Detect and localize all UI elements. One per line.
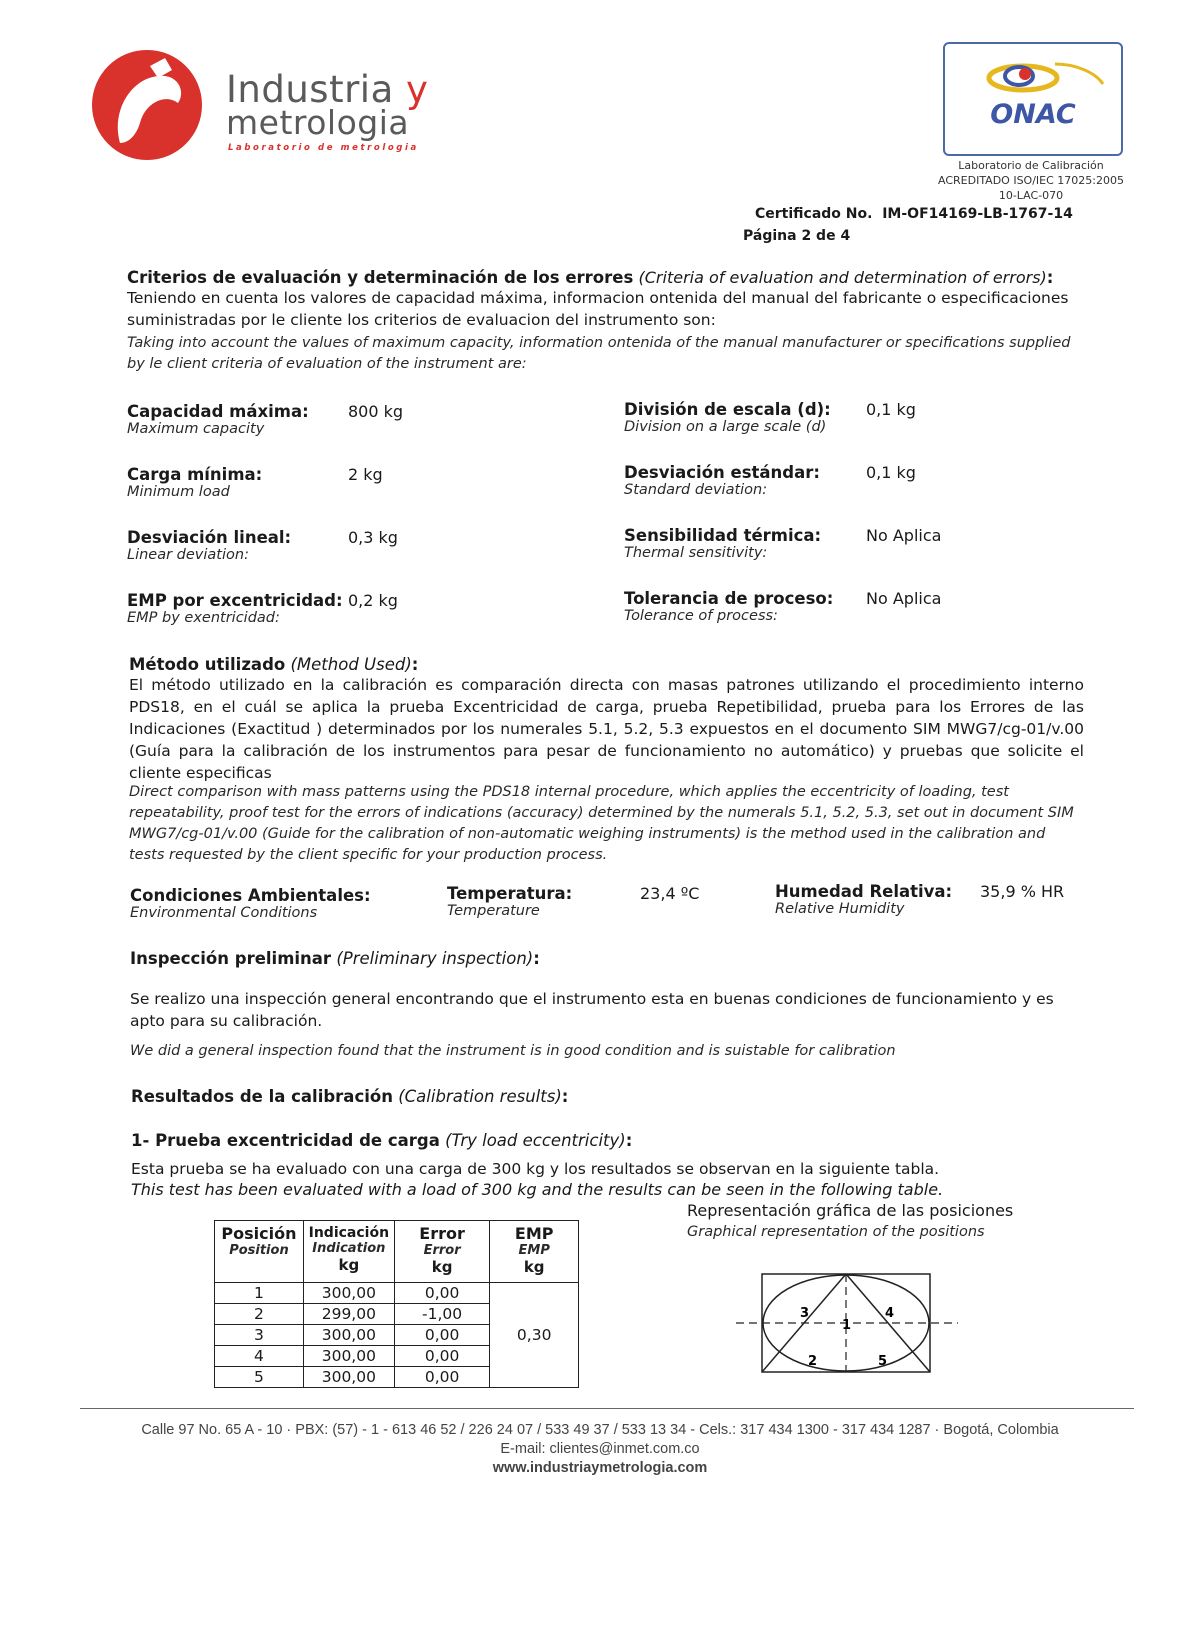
spec-label: Desviación estándar: [624,463,820,482]
results-title-es: Resultados de la calibración [131,1087,393,1106]
header-unit: kg [338,1256,360,1274]
table-cell: 5 [215,1367,304,1388]
spec-linear-deviation [127,528,291,563]
eccentricity-table [214,1220,579,1388]
col-error [394,1221,490,1283]
spec-value: 800 kg [348,402,404,421]
test1-title-es: 1- Prueba excentricidad de carga [131,1131,440,1150]
table-row [215,1283,579,1304]
header-en: Indication [312,1241,386,1256]
spec-label: Carga mínima: [127,465,263,484]
test1-colon: : [625,1131,633,1150]
table-cell: 3 [215,1325,304,1346]
col-position [215,1221,304,1283]
spec-max-capacity [127,402,309,437]
spec-value: 0,1 kg [866,400,916,419]
spec-value: 0,3 kg [348,528,398,547]
brand-name-line2: metrologia [226,103,410,142]
onac-caption-line2: ACREDITADO ISO/IEC 17025:2005 [938,174,1124,187]
spec-label-en: Standard deviation: [624,482,768,498]
spec-thermal-sensitivity [624,526,821,561]
environment-label: Condiciones Ambientales: [130,886,371,905]
inspection-paragraph-es: Se realizo una inspección general encontrando que el instrumento esta en buenas condiciones de funcionamiento y es apto para su calibración. [130,990,1054,1030]
header-en: Position [229,1243,289,1258]
page-indicator: Página 2 de 4 [743,228,851,244]
inspection-paragraph-en: We did a general inspection found that the instrument is in good condition and is suistable for calibration [130,1043,896,1059]
spec-label-en: Thermal sensitivity: [624,545,768,561]
certificate-value: IM-OF14169-LB-1767-14 [882,206,1073,222]
spec-value: No Aplica [866,526,942,545]
table-header-row [215,1221,579,1283]
table-cell: 300,00 [303,1325,394,1346]
spec-min-load [127,465,262,500]
method-title-en: (Method Used) [290,655,412,674]
method-title [129,655,418,674]
footer-website: www.industriaymetrologia.com [492,1460,708,1476]
header-es: EMP [514,1224,554,1243]
table-cell: 0,00 [394,1367,490,1388]
humidity-label: Humedad Relativa: [775,882,953,901]
table-cell: 0,00 [394,1346,490,1367]
table-cell: 2 [215,1304,304,1325]
criteria-title-en: (Criteria of evaluation and determination of errors) [638,268,1047,287]
position-label-2: 2 [808,1354,818,1369]
method-colon: : [411,655,419,674]
spec-label-en: EMP by exentricidad: [127,610,280,626]
spec-label-en: Maximum capacity [127,421,265,437]
spec-label: EMP por excentricidad: [127,591,343,610]
graph-title-en: Graphical representation of the positions [687,1224,985,1240]
results-colon: : [561,1087,569,1106]
criteria-paragraph-en: Taking into account the values of maximum capacity, information ontenida of the manual manufacturer or specifications supplied by le client criteria of evaluation of the instrument are: [127,335,1071,372]
company-logo-icon [90,48,205,163]
onac-logo [943,42,1123,156]
spec-label: Tolerancia de proceso: [624,589,834,608]
criteria-title [127,268,1127,287]
temperature-label: Temperatura: [447,884,573,903]
test1-title [131,1131,632,1150]
spec-label-en: Linear deviation: [127,547,249,563]
criteria-paragraph-es: Teniendo en cuenta los valores de capacidad máxima, informacion ontenida del manual del fabricante o especificaciones suministradas por le cliente los criterios de evaluacion del instrumento son: [127,289,1069,329]
footer-email: E-mail: clientes@inmet.com.co [500,1441,700,1457]
spec-label: División de escala (d): [624,400,831,419]
spec-label-en: Division on a large scale (d) [624,419,827,435]
col-emp [490,1221,579,1283]
header-en: Error [423,1243,461,1258]
criteria-colon: : [1046,268,1054,287]
brand-tagline: Laboratorio de metrologia [228,143,419,153]
spec-label: Desviación lineal: [127,528,292,547]
brand-industria: Industria [226,68,394,111]
temperature-label-en: Temperature [447,903,540,919]
spec-standard-deviation [624,463,820,498]
inspection-title [130,949,540,968]
certificate-label: Certificado No. [755,206,873,222]
spec-process-tolerance [624,589,833,624]
header-unit: kg [431,1258,453,1276]
method-paragraph-en: Direct comparison with mass patterns using the PDS18 internal procedure, which applies the eccentricity of loading, test repeatability, proof test for the errors of indications (accuracy) determined by the numerals 5.1, 5.2, 5.3, set out in document SIM MWG7/cg-01/v.00 (Guide for the calibration of non-automatic weighing instruments) is the method used in the calibration and tests requested by the client specific for your production process. [129,784,1074,863]
spec-value: 0,1 kg [866,463,916,482]
header-es: Posición [221,1224,297,1243]
brand-y: y [406,68,429,111]
inspection-colon: : [533,949,540,968]
test1-description-en: This test has been evaluated with a load of 300 kg and the results can be seen in the following table. [131,1180,944,1199]
certificate-number [755,206,1073,222]
criteria-title-es: Criterios de evaluación y determinación de los errores [127,268,634,287]
table-cell: 1 [215,1283,304,1304]
col-indication [303,1221,394,1283]
test1-title-en: (Try load eccentricity) [445,1131,626,1150]
environment-conditions [130,886,371,921]
positions-diagram [728,1268,968,1380]
spec-label-en: Minimum load [127,484,230,500]
onac-caption-line3: 10-LAC-070 [998,189,1064,202]
temperature [447,884,572,919]
spec-value: 2 kg [348,465,383,484]
spec-value: No Aplica [866,589,942,608]
onac-caption-line1: Laboratorio de Calibración [958,159,1104,172]
table-cell: 0,00 [394,1283,490,1304]
environment-label-en: Environmental Conditions [130,905,318,921]
humidity-label-en: Relative Humidity [775,901,905,917]
spec-label: Capacidad máxima: [127,402,309,421]
spec-emp-eccentricity [127,591,343,626]
spec-label: Sensibilidad térmica: [624,526,822,545]
emp-value-cell: 0,30 [490,1283,579,1388]
graph-title: Representación gráfica de las posiciones [687,1201,1014,1220]
temperature-value: 23,4 ºC [640,884,700,903]
table-cell: 300,00 [303,1367,394,1388]
table-cell: 300,00 [303,1346,394,1367]
method-paragraph-es: El método utilizado en la calibración es comparación directa con masas patrones utilizando el procedimiento interno PDS18, en el cuál se aplica la prueba Excentricidad de carga, prueba Repetibilidad, prueba para los Errores de las Indicaciones (Exactitud ) determinados por los numerales 5.1, 5.2, 5.3 expuestos en el documento SIM MWG7/cg-01/v.00 (Guía para la calibración de los instrumentos para pesar de funcionamiento no automático) y pruebas que solicite el cliente especificas [129,676,1084,782]
method-title-es: Método utilizado [129,655,286,674]
footer-address: Calle 97 No. 65 A - 10 · PBX: (57) - 1 - 613 46 52 / 226 24 07 / 533 49 37 / 533 13 34 - Cels.: 317 434 1300 - 317 434 1287 · Bogotá, Colombia [141,1422,1059,1438]
table-cell: 300,00 [303,1283,394,1304]
onac-name: ONAC [990,99,1076,130]
inspection-title-es: Inspección preliminar [130,949,332,968]
position-label-3: 3 [800,1306,810,1321]
inspection-title-en: (Preliminary inspection) [336,949,534,968]
spec-value: 0,2 kg [348,591,398,610]
position-label-1: 1 [842,1318,852,1333]
header-en: EMP [518,1243,550,1258]
relative-humidity [775,882,952,917]
table-cell: 0,00 [394,1325,490,1346]
table-cell: -1,00 [394,1304,490,1325]
spec-scale-division [624,400,831,435]
onac-caption [915,158,1147,203]
test1-description-es: Esta prueba se ha evaluado con una carga de 300 kg y los resultados se observan en la siguiente tabla. [131,1160,940,1178]
position-label-4: 4 [885,1306,895,1321]
table-cell: 4 [215,1346,304,1367]
spec-label-en: Tolerance of process: [624,608,778,624]
humidity-value: 35,9 % HR [980,882,1065,901]
table-cell: 299,00 [303,1304,394,1325]
header-es: Error [419,1224,465,1243]
results-title-en: (Calibration results) [398,1087,562,1106]
header-es: Indicación [308,1225,390,1241]
position-label-5: 5 [878,1354,888,1369]
footer-divider [80,1408,1134,1409]
results-title [131,1087,568,1106]
header-unit: kg [523,1258,545,1276]
